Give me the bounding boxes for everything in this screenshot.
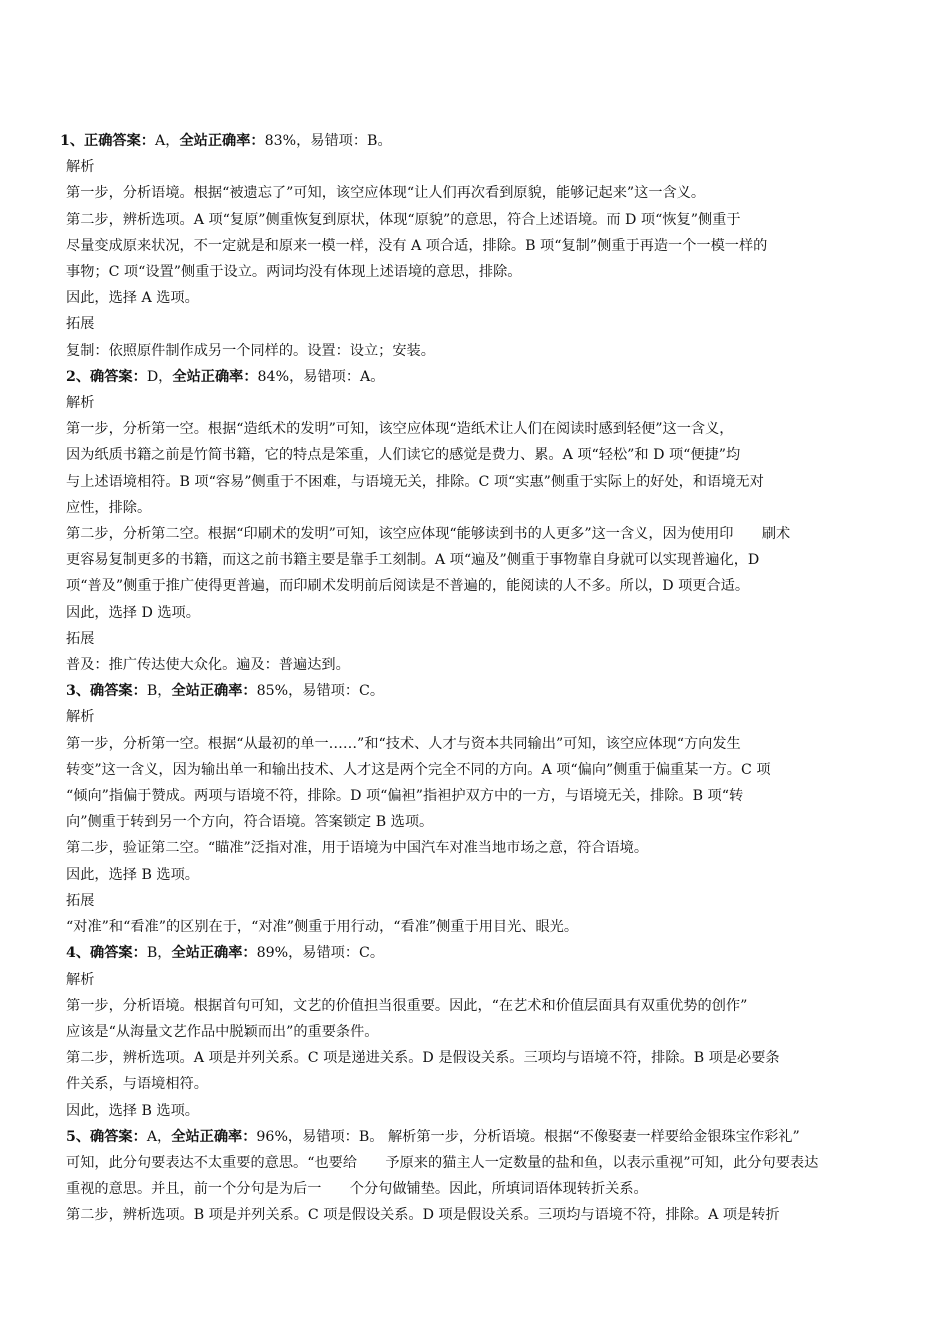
q3-answer-value: B， [146,683,172,700]
q1-line: 尽量变成原来状况，不一定就是和原来一模一样，没有 A 项合适，排除。B 项“复制”侧重于再造一个一模一样的 [66,237,768,254]
q3-line: 转变”这一含义，因为输出单一和输出技术、人才这是两个完全不同的方向。A 项“偏向”侧重于偏重某一方。C 项 [66,761,771,778]
q2-accuracy-value: 84%，易错项：A。 [257,368,385,385]
q1-accuracy-label: 全站正确率： [179,133,265,149]
q1-answer-value: A， [155,133,180,149]
q2-accuracy-label: 全站正确率： [172,368,258,385]
q3-extend-text: “对准”和“看准”的区别在于，“对准”侧重于用行动，“看准”侧重于用目光、眼光。 [66,919,579,936]
q3-accuracy-label: 全站正确率： [171,683,257,700]
q2-line: 应性，排除。 [66,499,152,516]
q3-analysis-label: 解析 [66,709,95,726]
q3-line: 第二步，验证第二空。“瞄准”泛指对准，用于语境为中国汽车对准当地市场之意，符合语境。 [66,840,649,857]
q3-extend-label: 拓展 [66,892,95,909]
q4-line: 第一步，分析语境。根据首句可知，文艺的价值担当很重要。因此，“在艺术和价值层面具有双重优势的创作” [66,997,748,1014]
q4-analysis-label: 解析 [66,971,95,988]
q1-line: 第二步，辨析选项。A 项“复原”侧重恢复到原状，体现“原貌”的意思，符合上述语境。而 D 项“恢复”侧重于 [66,211,741,228]
q3-line: 向”侧重于转到另一个方向，符合语境。答案锁定 B 选项。 [66,814,434,831]
q4-answer-value: B， [146,945,172,962]
q4-line: 件关系，与语境相符。 [66,1076,208,1093]
q1-extend-text: 复制：依照原件制作成另一个同样的。设置：设立；安装。 [66,342,435,359]
q2-analysis-label: 解析 [66,395,95,412]
q2-answer-value: D， [146,368,173,385]
q1-extend-label: 拓展 [66,316,95,333]
q3-line: 第一步，分析第一空。根据“从最初的单一……”和“技术、人才与资本共同输出”可知，该空应体现“方向发生 [66,735,741,752]
q4-accuracy-label: 全站正确率： [171,945,257,962]
q4-line: 因此，选择 B 选项。 [66,1102,199,1119]
q2-line: 更容易复制更多的书籍，而这之前书籍主要是靠手工刻制。A 项“遍及”侧重于事物靠自身就可以实现普遍化，D [66,552,760,569]
answer-analysis-content [60,128,890,1229]
q4-line: 应该是“从海量文艺作品中脱颖而出”的重要条件。 [66,1023,379,1040]
q5-accuracy-label: 全站正确率： [171,1128,257,1145]
q5-heading [60,1124,890,1150]
q2-extend-text: 普及：推广传达使大众化。遍及：普遍达到。 [66,657,350,674]
q1-analysis-label: 解析 [66,159,95,176]
q3-heading [60,678,890,704]
q5-accuracy-value: 96%，易错项：B。 解析第一步，分析语境。根据“不像娶妻一样要给金银珠宝作彩礼” [256,1128,800,1145]
q3-accuracy-value: 85%，易错项：C。 [256,683,385,700]
q2-heading [60,364,890,390]
q4-line: 第二步，辨析选项。A 项是并列关系。C 项是递进关系。D 是假设关系。三项均与语境不符，排除。B 项是必要条 [66,1050,780,1067]
q1-accuracy-value: 83%，易错项：B。 [264,133,392,149]
q4-heading [60,940,890,966]
q2-extend-label: 拓展 [66,630,95,647]
q2-line: 项“普及”侧重于推广使得更普遍，而印刷术发明前后阅读是不普遍的，能阅读的人不多。所以，D 项更合适。 [66,578,750,595]
q3-line: “倾向”指偏于赞成。两项与语境不符，排除。D 项“偏袒”指袒护双方中的一方，与语境无关，排除。B 项“转 [66,788,744,805]
q5-line: 重视的意思。并且，前一个分句是为后一 个分句做铺垫。因此，所填词语体现转折关系。 [66,1181,648,1198]
q3-answer-label: 3、确答案： [66,683,147,700]
q1-answer-label: 1、正确答案： [60,133,155,149]
q2-line: 第二步，分析第二空。根据“印刷术的发明”可知，该空应体现“能够读到书的人更多”这一含义，因为使用印 刷术 [66,526,791,543]
q2-answer-label: 2、确答案： [66,368,147,385]
q5-line: 第二步，辨析选项。B 项是并列关系。C 项是假设关系。D 项是假设关系。三项均与语境不符，排除。A 项是转折 [66,1207,780,1224]
q1-heading [60,128,890,154]
q2-line: 第一步，分析第一空。根据“造纸术的发明”可知，该空应体现“造纸术让人们在阅读时感到轻便”这一含义， [66,421,734,438]
q3-line: 因此，选择 B 选项。 [66,866,199,883]
q2-line: 与上述语境相符。B 项“容易”侧重于不困难，与语境无关，排除。C 项“实惠”侧重于实际上的好处，和语境无对 [66,473,764,490]
q4-accuracy-value: 89%，易错项：C。 [256,945,385,962]
q5-answer-label: 5、确答案： [66,1128,147,1145]
q5-line: 可知，此分句要表达不太重要的意思。“也要给 予原来的猫主人一定数量的盐和鱼，以表示重视”可知，此分句要表达 [66,1154,819,1171]
q1-line: 第一步，分析语境。根据“被遗忘了”可知，该空应体现“让人们再次看到原貌，能够记起来”这一含义。 [66,185,706,202]
q5-answer-value: A， [146,1128,172,1145]
q1-line: 事物；C 项“设置”侧重于设立。两词均没有体现上述语境的意思，排除。 [66,264,522,281]
q1-line: 因此，选择 A 选项。 [66,290,199,307]
q4-answer-label: 4、确答案： [66,945,147,962]
q2-line: 因为纸质书籍之前是竹简书籍，它的特点是笨重，人们读它的感觉是费力、累。A 项“轻松”和 D 项“便捷”均 [66,447,741,464]
q2-line: 因此，选择 D 选项。 [66,604,200,621]
